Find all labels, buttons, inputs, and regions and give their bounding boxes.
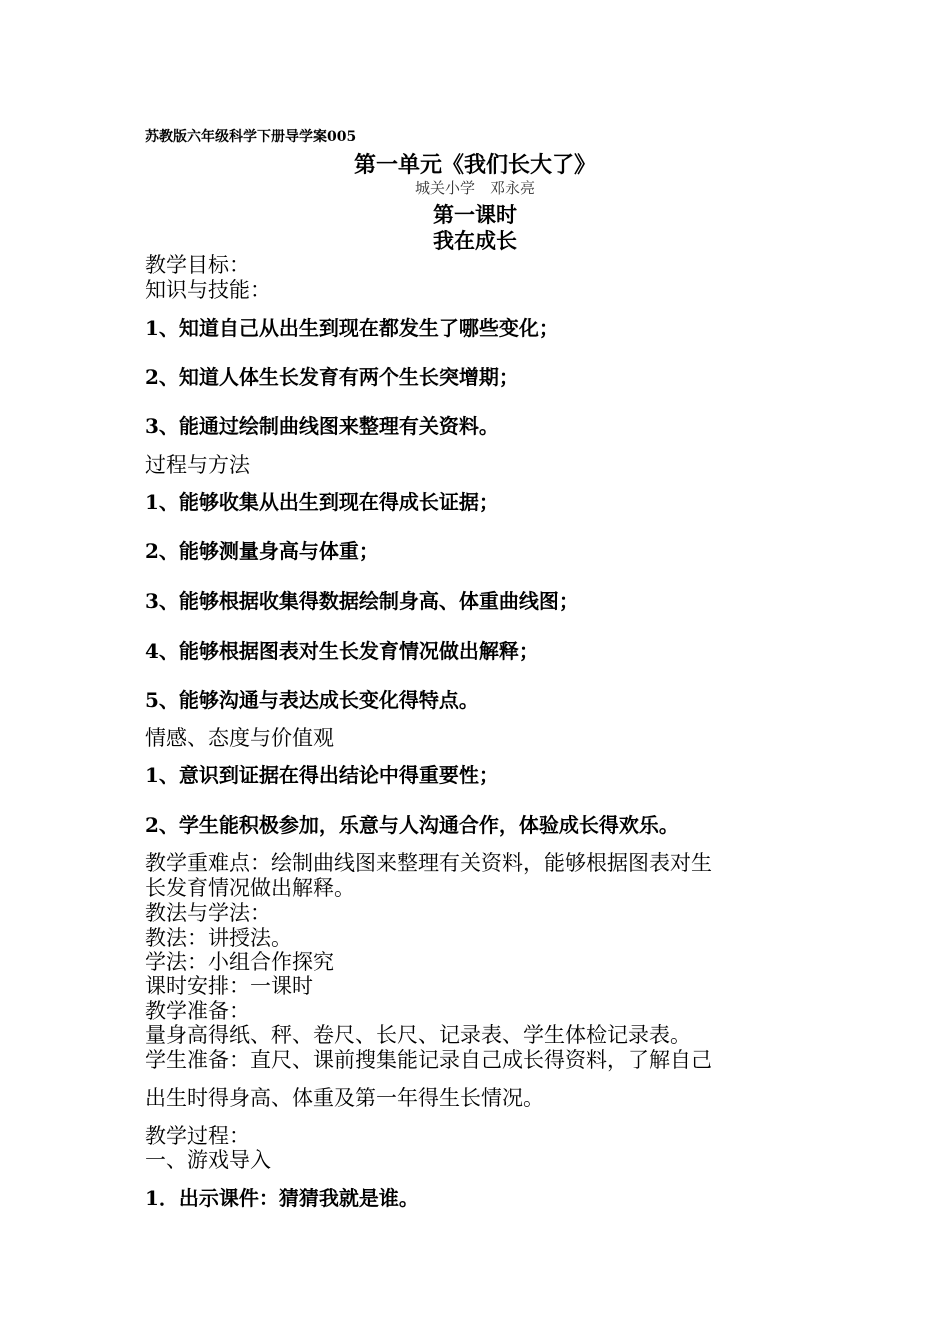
emotion-item: 1、意识到证据在得出结论中得重要性； bbox=[145, 763, 499, 787]
knowledge-heading: 知识与技能： bbox=[145, 278, 271, 302]
knowledge-item: 2、知道人体生长发育有两个生长突增期； bbox=[145, 365, 519, 389]
process-item: 1、能够收集从出生到现在得成长证据； bbox=[145, 490, 499, 514]
lesson-number: 第一课时 bbox=[433, 202, 517, 227]
key-points-line: 教学重难点：绘制曲线图来整理有关资料，能够根据图表对生 bbox=[145, 851, 712, 875]
objectives-heading: 教学目标： bbox=[145, 253, 250, 277]
process-item: 3、能够根据收集得数据绘制身高、体重曲线图； bbox=[145, 589, 579, 613]
process-item: 2、能够测量身高与体重； bbox=[145, 539, 379, 563]
teaching-method: 教法：讲授法。 bbox=[145, 926, 292, 950]
student-prep-line: 出生时得身高、体重及第一年得生长情况。 bbox=[145, 1086, 544, 1110]
knowledge-item: 1、知道自己从出生到现在都发生了哪些变化； bbox=[145, 316, 559, 340]
emotion-heading: 情感、态度与价值观 bbox=[145, 726, 334, 750]
prep-materials: 量身高得纸、秤、卷尺、长尺、记录表、学生体检记录表。 bbox=[145, 1023, 691, 1047]
methods-heading: 教法与学法： bbox=[145, 901, 271, 925]
step1-heading: 一、游戏导入 bbox=[145, 1148, 271, 1172]
author-line: 城关小学 邓永亮 bbox=[414, 179, 535, 197]
student-prep-line: 学生准备：直尺、课前搜集能记录自己成长得资料，了解自己 bbox=[145, 1048, 712, 1072]
key-points-line: 长发育情况做出解释。 bbox=[145, 876, 355, 900]
knowledge-item: 3、能通过绘制曲线图来整理有关资料。 bbox=[145, 414, 499, 438]
learning-method: 学法：小组合作探究 bbox=[145, 950, 334, 974]
header-note: 苏教版六年级科学下册导学案005 bbox=[145, 129, 357, 145]
process-item: 4、能够根据图表对生长发育情况做出解释； bbox=[145, 639, 539, 663]
unit-title: 第一单元《我们长大了》 bbox=[353, 152, 596, 178]
prep-heading: 教学准备： bbox=[145, 999, 250, 1023]
emotion-item: 2、学生能积极参加，乐意与人沟通合作，体验成长得欢乐。 bbox=[145, 813, 679, 837]
process-section-heading: 教学过程： bbox=[145, 1124, 250, 1148]
process-heading: 过程与方法 bbox=[145, 453, 250, 477]
process-item: 5、能够沟通与表达成长变化得特点。 bbox=[145, 688, 479, 712]
step1-item: 1．出示课件：猜猜我就是谁。 bbox=[145, 1186, 419, 1210]
lesson-title: 我在成长 bbox=[433, 228, 517, 253]
schedule: 课时安排：一课时 bbox=[145, 974, 313, 998]
